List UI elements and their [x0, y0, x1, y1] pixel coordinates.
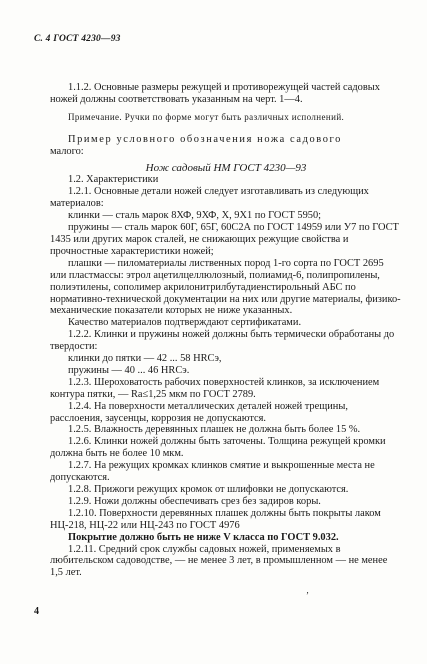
para-1-2-2: 1.2.2. Клинки и пружины ножей должны быть термически обработаны до твердости: — [50, 329, 395, 353]
para-1-2-9: 1.2.9. Ножи должны обеспечивать срез без задиров коры. — [68, 495, 321, 507]
para-1-1-2: 1.1.2. Основные размеры режущей и противорежущей частей садовых ножей должны соответствовать указанным на черт. 1—4. — [50, 82, 380, 105]
hardness-pruzhiny: пружины — 40 ... 46 HRCэ. — [68, 364, 190, 376]
plashki-material: плашки — пиломатериалы лиственных пород 1-го сорта по ГОСТ 2695 или пластмассы: этрол ацетилцеллюлозный, полиамид-6, полипропилены, полиэтилены, сополимер акрилонитрилбутадиенстирольный АБС по нормативно-технической документации на них или другие материалы, физико-механические показатели которых не ниже указанных. — [50, 257, 401, 317]
klinki-material: клинки — сталь марок 8ХФ, 9ХФ, Х, 9Х1 по ГОСТ 5950; — [68, 210, 322, 222]
page-header: С. 4 ГОСТ 4230—93 — [34, 34, 121, 44]
para-1-2-8: 1.2.8. Прижоги режущих кромок от шлифовки не допускаются. — [68, 484, 349, 495]
stray-mark: ‚ — [306, 585, 309, 595]
para-1-2-10: 1.2.10. Поверхности деревянных плашек должны быть покрыты лаком НЦ-218, НЦ-22 или НЦ-243 по ГОСТ 4976 — [50, 507, 381, 531]
example-line-1: Пример условного обозначения ножа садового — [68, 133, 342, 145]
para-1-2-5: 1.2.5. Влажность деревянных плашек не должна быть более 15 %. — [68, 424, 361, 436]
para-1-2-3: 1.2.3. Шероховатость рабочих поверхностей клинков, за исключением контура пятки, — Ra≤1,25 мкм по ГОСТ 2789. — [50, 376, 380, 400]
para-1-2-6: 1.2.6. Клинки ножей должны быть заточены. Толщина режущей кромки должна быть не более 10 мкм. — [50, 436, 386, 460]
para-1-2-4: 1.2.4. На поверхности металлических деталей ножей трещины, расслоения, заусенцы, коррозия не допускаются. — [50, 400, 348, 424]
example-line-2: малого: — [50, 145, 84, 157]
hardness-klinki: клинки до пятки — 42 ... 58 HRCэ, — [68, 353, 222, 365]
note: Примечание. Ручки по форме могут быть различных исполнений. — [68, 111, 345, 122]
pruzhiny-material: пружины — сталь марок 60Г, 65Г, 60С2А по ГОСТ 14959 или У7 по ГОСТ 1435 или других марок сталей, не снижающих режущие свойства и прочностные характеристики ножей; — [50, 222, 399, 257]
designation: Нож садовый НМ ГОСТ 4230—93 — [145, 161, 307, 174]
para-1-2-1: 1.2.1. Основные детали ножей следует изготавливать из следующих материалов: — [50, 186, 369, 210]
quality-line: Качество материалов подтверждают сертификатами. — [68, 317, 302, 329]
para-1-2-11: 1.2.11. Средний срок службы садовых ножей, применяемых в любительском садоводстве, — не менее 3 лет, в промышленном — не менее 1,5 лет. — [50, 543, 388, 579]
para-1-2-7: 1.2.7. На режущих кромках клинков смятие и выкрошенные места не допускаются. — [50, 460, 375, 484]
body-text — [50, 82, 402, 579]
coating-line: Покрытие должно быть не ниже V класса по ГОСТ 9.032. — [68, 531, 339, 543]
page-number: 4 — [34, 606, 39, 617]
para-1-2: 1.2. Характеристики — [68, 174, 159, 186]
